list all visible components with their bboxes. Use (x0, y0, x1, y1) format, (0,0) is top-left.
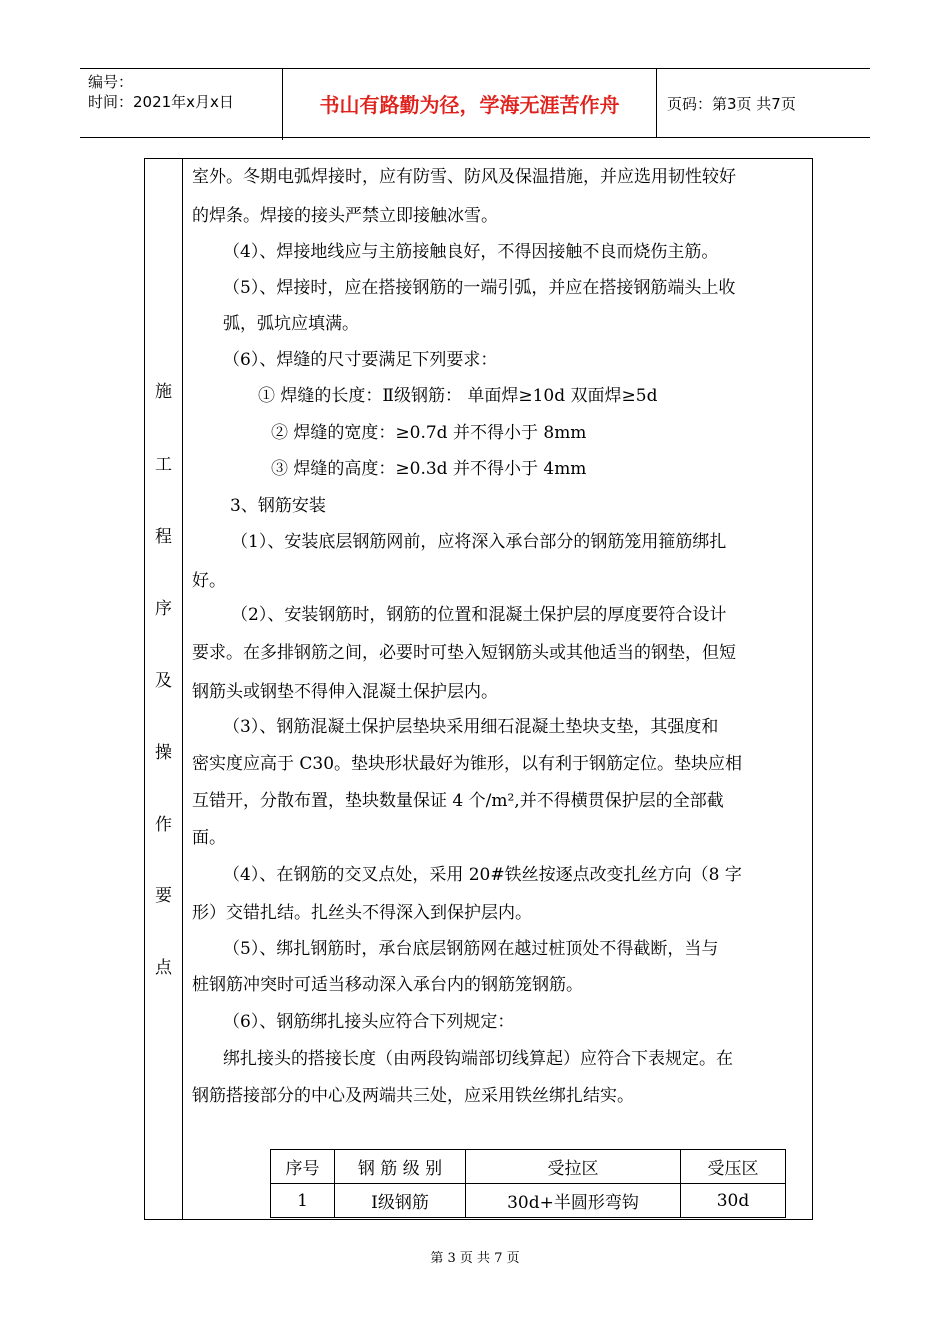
text-line: （3）、钢筋混凝土保护层垫块采用细石混凝土垫块支垫，其强度和 (223, 717, 719, 737)
side-label-char: 要 (155, 886, 172, 906)
text-line: 钢筋搭接部分的中心及两端共三处，应采用铁丝绑扎结实。 (192, 1086, 634, 1106)
text-line: 钢筋头或钢垫不得伸入混凝土保护层内。 (192, 682, 498, 702)
content-body (183, 159, 812, 1219)
text-line: （4）、在钢筋的交叉点处，采用 20#铁丝按逐点改变扎丝方向（8 字 (223, 865, 742, 885)
table-row (271, 1184, 786, 1218)
page-header (80, 68, 870, 138)
table-header-row (271, 1150, 786, 1184)
table-cell: 1 (271, 1184, 335, 1218)
table-header-cell: 受拉区 (466, 1150, 681, 1184)
table-header-cell: 序号 (271, 1150, 335, 1184)
table-cell: Ⅰ级钢筋 (335, 1184, 466, 1218)
text-line: （2）、安装钢筋时，钢筋的位置和混凝土保护层的厚度要符合设计 (231, 605, 727, 625)
text-line: （6）、焊缝的尺寸要满足下列要求： (223, 350, 498, 370)
text-line: 互错开，分散布置，垫块数量保证 4 个/m²,并不得横贯保护层的全部截 (192, 791, 724, 811)
document-date-label: 时间：2021年x月x日 (88, 93, 234, 111)
text-line: （1）、安装底层钢筋网前，应将深入承台部分的钢筋笼用箍筋绑扎 (231, 532, 727, 552)
text-line: 好。 (192, 571, 226, 591)
text-line: 要求。在多排钢筋之间，必要时可垫入短钢筋头或其他适当的钢垫，但短 (192, 643, 736, 663)
side-label-char: 工 (155, 455, 172, 475)
text-line: ② 焊缝的宽度：≥0.7d 并不得小于 8mm (271, 423, 587, 443)
table-header-cell: 受压区 (681, 1150, 786, 1184)
header-meta (80, 69, 283, 140)
text-line: 的焊条。焊接的接头严禁立即接触冰雪。 (192, 206, 498, 226)
document-number-label: 编号： (88, 73, 134, 91)
content-frame (144, 158, 813, 1220)
text-line: （5）、绑扎钢筋时，承台底层钢筋网在越过桩顶处不得截断，当与 (223, 939, 719, 959)
header-page-number: 页码：第3页 共7页 (667, 94, 796, 113)
text-line: 桩钢筋冲突时可适当移动深入承台内的钢筋笼钢筋。 (192, 975, 583, 995)
text-line: （4）、焊接地线应与主筋接触良好，不得因接触不良而烧伤主筋。 (223, 242, 719, 262)
side-label-char: 点 (155, 958, 172, 978)
header-motto: 书山有路勤为径，学海无涯苦作舟 (283, 69, 657, 137)
table-cell: 30d+半圆形弯钩 (466, 1184, 681, 1218)
side-label-char: 及 (155, 671, 172, 691)
side-label-char: 作 (155, 815, 172, 835)
text-line: 弧，弧坑应填满。 (223, 314, 359, 334)
lap-length-table (270, 1149, 786, 1218)
text-line: 面。 (192, 828, 226, 848)
text-line: 形）交错扎结。扎丝头不得深入到保护层内。 (192, 903, 532, 923)
text-line: 密实度应高于 C30。垫块形状最好为锥形，以有利于钢筋定位。垫块应相 (192, 754, 743, 774)
side-label-char: 程 (155, 527, 172, 547)
text-line: （6）、钢筋绑扎接头应符合下列规定： (223, 1012, 515, 1032)
section-label-column (145, 159, 183, 1219)
text-line: 绑扎接头的搭接长度（由两段钩端部切线算起）应符合下表规定。在 (223, 1049, 733, 1069)
text-line: ① 焊缝的长度：Ⅱ级钢筋： 单面焊≥10d 双面焊≥5d (258, 386, 658, 406)
page-footer: 第 3 页 共 7 页 (430, 1251, 520, 1266)
table-cell: 30d (681, 1184, 786, 1218)
side-label-char: 序 (155, 599, 172, 619)
section-heading: 3、钢筋安装 (230, 496, 326, 516)
text-line: ③ 焊缝的高度：≥0.3d 并不得小于 4mm (271, 459, 587, 479)
side-label-char: 施 (155, 382, 172, 402)
text-line: 室外。冬期电弧焊接时，应有防雪、防风及保温措施，并应选用韧性较好 (192, 167, 736, 187)
side-label-char: 操 (155, 743, 172, 763)
table-header-cell: 钢 筋 级 别 (335, 1150, 466, 1184)
text-line: （5）、焊接时，应在搭接钢筋的一端引弧，并应在搭接钢筋端头上收 (223, 278, 736, 298)
